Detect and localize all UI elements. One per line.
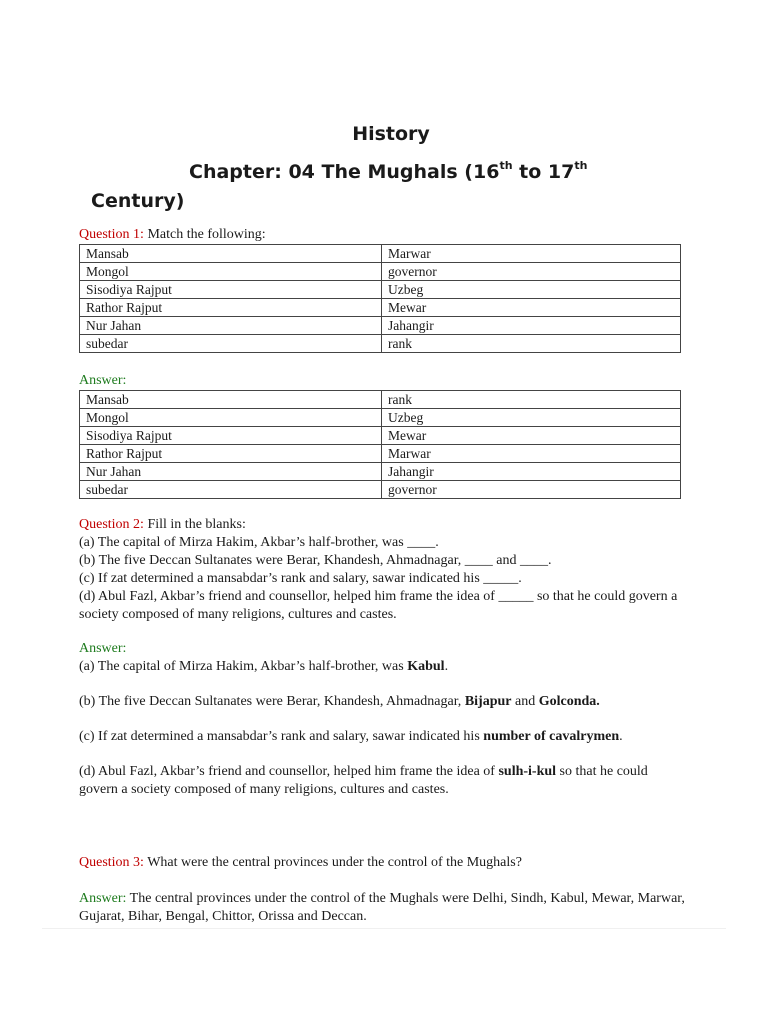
question-2-text: Fill in the blanks: [143, 517, 246, 532]
table-cell: Mewar [382, 299, 681, 317]
answer-2-b-answer-1: Bijapur [464, 694, 512, 709]
question-3-text: What were the central provinces under the control of the Mughals? [143, 855, 522, 870]
answer-2-a [79, 658, 689, 676]
table-cell: Nur Jahan [80, 317, 382, 335]
table-cell: Rathor Rajput [80, 299, 382, 317]
table-row [80, 245, 681, 263]
answer-2-c [79, 728, 689, 746]
chapter-mid: to 17 [512, 161, 575, 183]
table-cell: Nur Jahan [80, 463, 382, 481]
answer-2-c-text: (c) If zat determined a mansabdar’s rank and salary, sawar indicated his [79, 729, 484, 744]
answer-3-label: Answer: [79, 891, 127, 906]
table-cell: Uzbeg [382, 409, 681, 427]
chapter-sup-2: th [574, 159, 588, 172]
chapter-heading [189, 161, 587, 183]
answer-2-b-mid: and [511, 694, 539, 709]
table-cell: Sisodiya Rajput [80, 281, 382, 299]
question-3 [79, 854, 689, 872]
table-cell: subedar [80, 481, 382, 499]
table-cell: rank [382, 335, 681, 353]
question-1-label: Question 1: [79, 227, 144, 242]
answer-2 [79, 640, 689, 799]
table-row [80, 427, 681, 445]
answer-2-a-text: (a) The capital of Mirza Hakim, Akbar’s half-brother, was [79, 659, 408, 674]
question-2-label: Question 2: [79, 517, 144, 532]
table-cell: subedar [80, 335, 382, 353]
table-row [80, 281, 681, 299]
question-2-heading [79, 516, 689, 534]
table-cell: Sisodiya Rajput [80, 427, 382, 445]
table-cell: Uzbeg [382, 281, 681, 299]
question-2 [79, 516, 689, 624]
answer-2-b-answer-2: Golconda. [538, 694, 600, 709]
question-2-d: (d) Abul Fazl, Akbar’s friend and counsellor, helped him frame the idea of _____ so that he could govern a society composed of many religions, cultures and castes. [79, 589, 678, 622]
answer-1-table [79, 390, 681, 499]
table-cell: governor [382, 263, 681, 281]
answer-2-b-text: (b) The five Deccan Sultanates were Berar, Khandesh, Ahmadnagar, [79, 694, 465, 709]
answer-2-d [79, 763, 689, 799]
table-row [80, 263, 681, 281]
chapter-sup-1: th [499, 159, 513, 172]
chapter-prefix: Chapter: 04 The Mughals (16 [189, 161, 500, 183]
answer-2-b [79, 693, 689, 711]
question-2-c: (c) If zat determined a mansabdar’s rank and salary, sawar indicated his _____. [79, 571, 522, 586]
table-cell: Marwar [382, 245, 681, 263]
table-cell: Mewar [382, 427, 681, 445]
question-1-text: Match the following: [143, 227, 266, 242]
table-cell: Mongol [80, 263, 382, 281]
page-title: History [352, 123, 430, 145]
chapter-heading-line2: Century) [91, 190, 185, 212]
table-cell: rank [382, 391, 681, 409]
table-cell: Mongol [80, 409, 382, 427]
table-cell: governor [382, 481, 681, 499]
answer-3-text: The central provinces under the control of the Mughals were Delhi, Sindh, Kabul, Mewar, Marwar, Gujarat, Bihar, Bengal, Chittor, Orissa and Deccan. [79, 891, 685, 924]
answer-2-d-answer: sulh-i-kul [498, 764, 557, 779]
table-row [80, 481, 681, 499]
table-row [80, 463, 681, 481]
table-cell: Mansab [80, 391, 382, 409]
page-divider [42, 928, 726, 929]
table-cell: Jahangir [382, 317, 681, 335]
answer-2-c-end: . [619, 729, 623, 744]
question-2-b: (b) The five Deccan Sultanates were Berar, Khandesh, Ahmadnagar, ____ and ____. [79, 553, 552, 568]
answer-2-d-end: so that he could govern a society composed of many religions, cultures and castes. [79, 764, 648, 797]
question-1-table [79, 244, 681, 353]
answer-3 [79, 890, 689, 926]
answer-2-a-answer: Kabul [407, 659, 445, 674]
table-cell: Rathor Rajput [80, 445, 382, 463]
answer-2-c-answer: number of cavalrymen [483, 729, 620, 744]
question-3-label: Question 3: [79, 855, 144, 870]
table-row [80, 299, 681, 317]
table-row [80, 335, 681, 353]
table-row [80, 391, 681, 409]
table-row [80, 445, 681, 463]
answer-2-label: Answer: [79, 641, 127, 656]
table-row [80, 317, 681, 335]
answer-1-label-line [79, 372, 126, 390]
answer-2-a-end: . [444, 659, 449, 674]
answer-1-label: Answer: [79, 373, 127, 388]
question-2-a: (a) The capital of Mirza Hakim, Akbar’s half-brother, was ____. [79, 535, 439, 550]
table-cell: Jahangir [382, 463, 681, 481]
answer-2-d-text: (d) Abul Fazl, Akbar’s friend and counsellor, helped him frame the idea of [79, 764, 499, 779]
table-cell: Marwar [382, 445, 681, 463]
table-cell: Mansab [80, 245, 382, 263]
question-1 [79, 226, 266, 244]
table-row [80, 409, 681, 427]
